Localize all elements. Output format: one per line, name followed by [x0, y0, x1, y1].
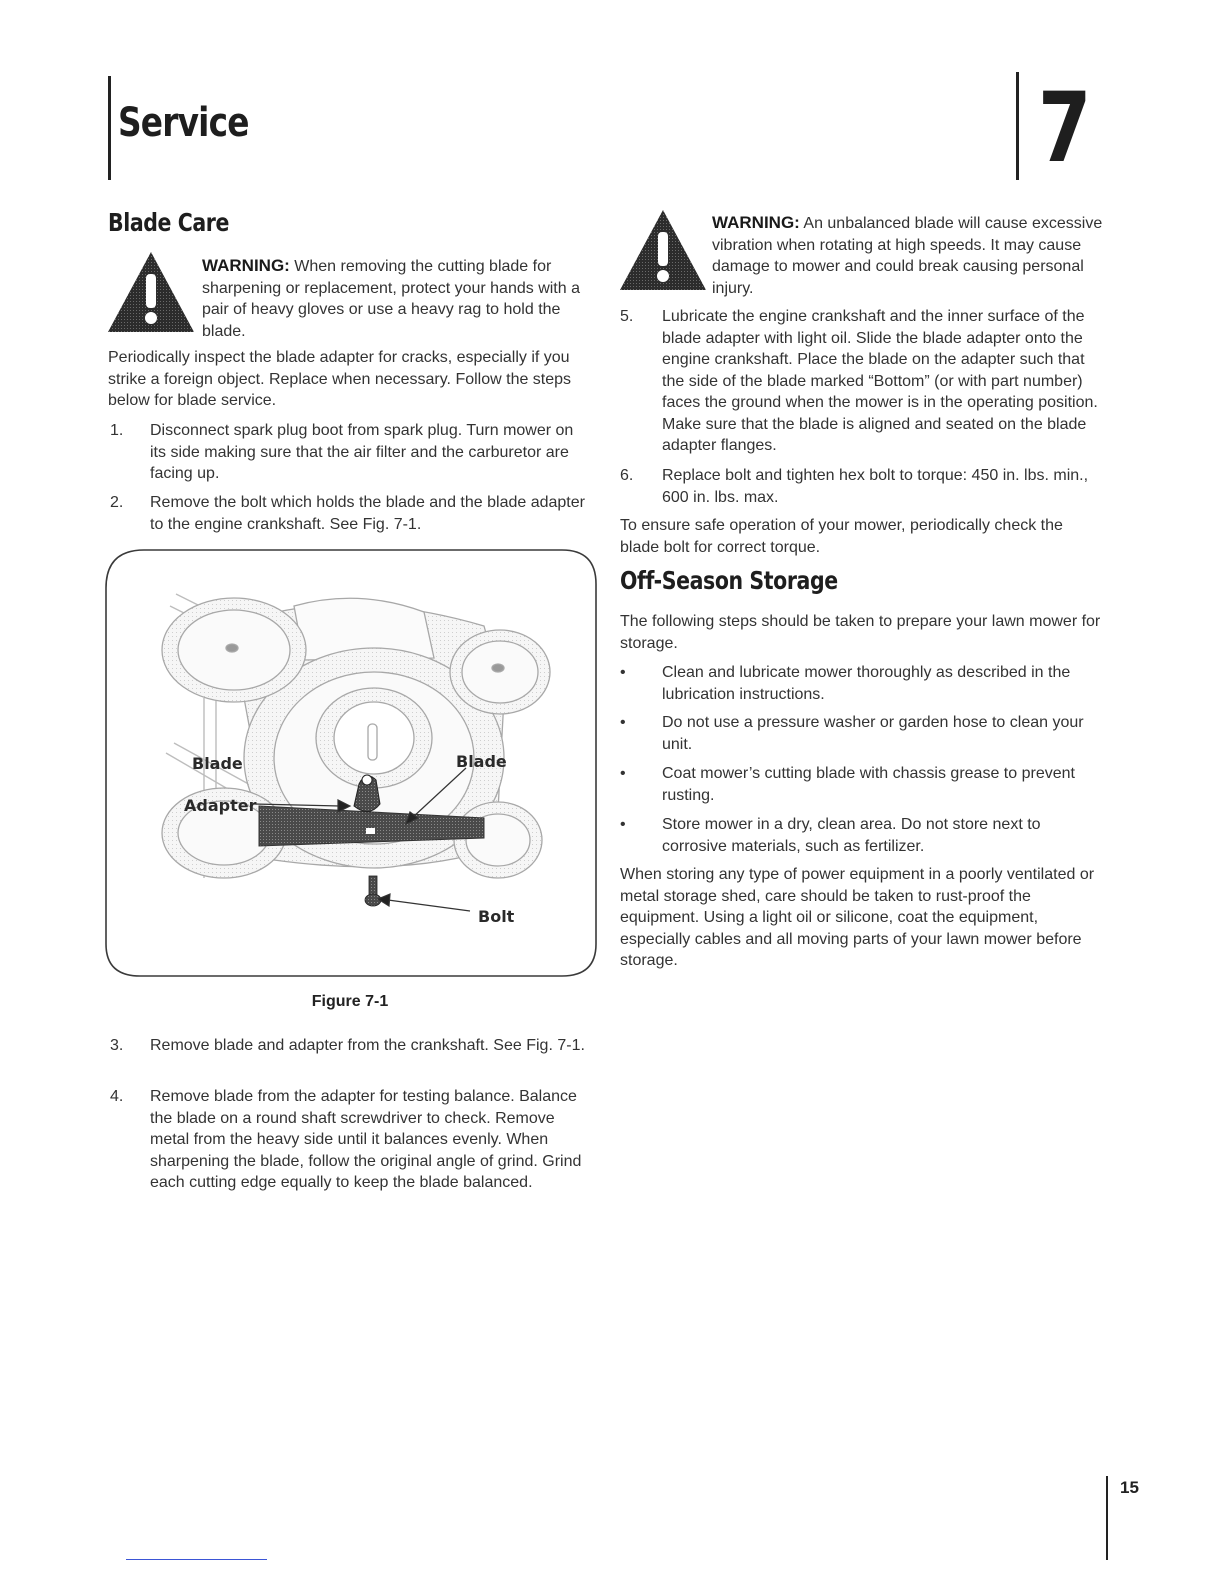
off-season-intro: The following steps should be taken to prepare your lawn mower for storage. [620, 613, 1101, 652]
header-rule-left [108, 76, 111, 180]
warning-triangle-icon [618, 208, 708, 292]
bullet-text: Coat mower’s cutting blade with chassis grease to prevent rusting. [662, 765, 1075, 804]
bullet-icon: • [620, 765, 626, 782]
figure-7-1 [104, 548, 598, 978]
step-number: 1. [110, 422, 124, 439]
bullet-icon: • [620, 816, 626, 833]
step-text: Remove blade from the adapter for testing balance. Balance the blade on a round shaft screwdriver to check. Remove metal from the heavy side until it balances evenly. When sharpening the blade, follow the original angle of grind. Grind each cutting edge equally to keep the blade balanced. [150, 1088, 582, 1191]
footer-link-underline [126, 1559, 267, 1560]
label-blade: Blade [456, 752, 507, 771]
off-season-heading: Off-Season Storage [620, 566, 838, 595]
step-number: 4. [110, 1088, 124, 1105]
bullet-icon: • [620, 714, 626, 731]
warning-label: WARNING: [202, 256, 290, 275]
page-number: 15 [1120, 1478, 1139, 1497]
header-rule-right [1016, 72, 1019, 180]
step-text: Lubricate the engine crankshaft and the inner surface of the blade adapter with light oil. Slide the blade adapter onto the engine crankshaft. Place the blade on the adapter such that the side of the blade marked “Bottom” (or with part number) faces the ground when the mower is in the operating position. Make sure that the blade is aligned and seated on the blade adapter flanges. [662, 308, 1098, 454]
warning-label: WARNING: [712, 213, 800, 232]
bolt-part [365, 876, 381, 906]
blade-care-warning [202, 255, 594, 342]
label-blade-adapter-line2: Adapter [184, 796, 257, 815]
bullet-text: Do not use a pressure washer or garden hose to clean your unit. [662, 714, 1084, 753]
step-number: 6. [620, 467, 634, 484]
unbalanced-blade-warning [712, 212, 1104, 299]
chapter-number: 7 [1038, 72, 1092, 184]
step-number: 2. [110, 494, 124, 511]
bullet-text: Clean and lubricate mower thoroughly as described in the lubrication instructions. [662, 664, 1071, 703]
storage-closing: When storing any type of power equipment in a poorly ventilated or metal storage shed, care should be taken to rust-proof the equipment. Using a light oil or silicone, coat the equipment, especially cables and all moving parts of your lawn mower before storage. [620, 866, 1095, 969]
torque-note: To ensure safe operation of your mower, periodically check the blade bolt for correct torque. [620, 517, 1063, 556]
footer-rule [1106, 1476, 1108, 1560]
figure-caption: Figure 7-1 [311, 993, 389, 1010]
bullet-text: Store mower in a dry, clean area. Do not store next to corrosive materials, such as fertilizer. [662, 816, 1041, 855]
section-title: Service [118, 100, 249, 146]
step-number: 5. [620, 308, 634, 325]
blade-care-heading: Blade Care [108, 208, 230, 237]
step-text: Disconnect spark plug boot from spark plug. Turn mower on its side making sure that the air filter and the carburetor are facing up. [150, 422, 574, 482]
label-blade-adapter-line1: Blade [192, 754, 243, 773]
step-text: Remove blade and adapter from the crankshaft. See Fig. 7-1. [150, 1037, 585, 1054]
step-text: Replace bolt and tighten hex bolt to torque: 450 in. lbs. min., 600 in. lbs. max. [662, 467, 1089, 506]
step-number: 3. [110, 1037, 124, 1054]
warning-triangle-icon [106, 250, 196, 334]
warning-body: An unbalanced blade will cause excessive vibration when rotating at high speeds. It may cause damage to mower and could break causing personal injury. [712, 215, 1103, 297]
step-text: Remove the bolt which holds the blade and the blade adapter to the engine crankshaft. See Fig. 7-1. [150, 494, 585, 533]
label-bolt: Bolt [478, 907, 515, 926]
bullet-icon: • [620, 664, 626, 681]
warning-body: When removing the cutting blade for sharpening or replacement, protect your hands with a pair of heavy gloves or use a heavy rag to hold the blade. [202, 258, 580, 340]
blade-care-intro: Periodically inspect the blade adapter for cracks, especially if you strike a foreign object. Replace when necessary. Follow the steps below for blade service. [108, 349, 572, 409]
